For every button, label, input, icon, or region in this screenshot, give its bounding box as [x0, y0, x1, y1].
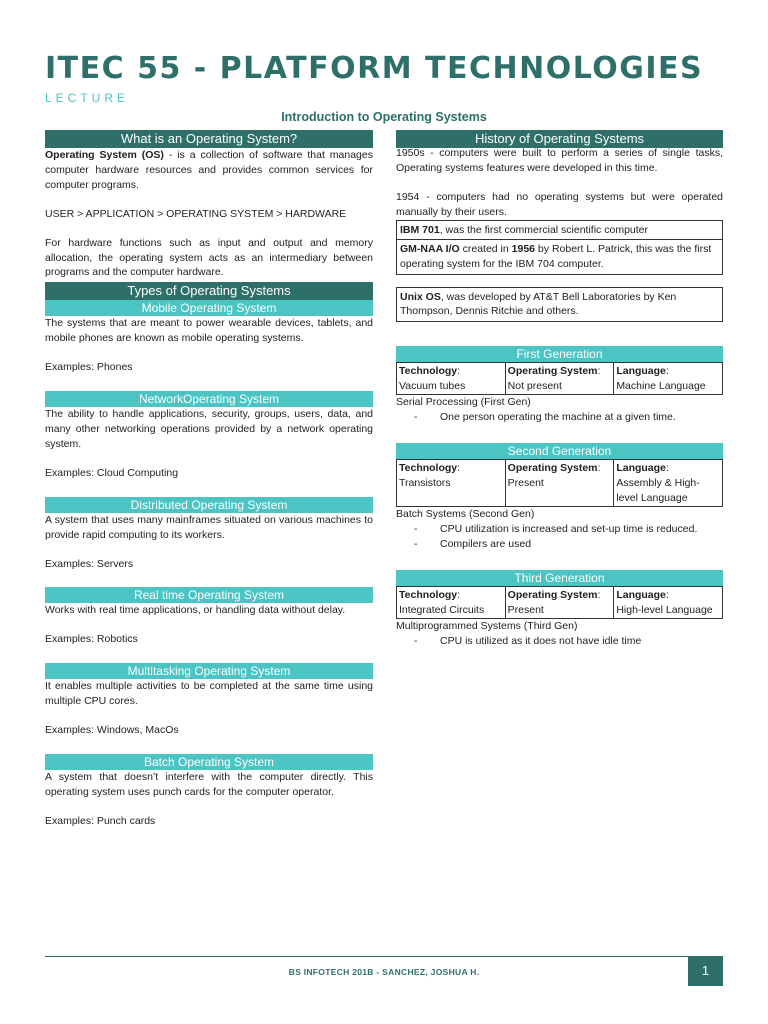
- label-colon: :: [597, 589, 601, 602]
- generation-heading: First Generation: [396, 346, 723, 362]
- os-type-heading: Batch Operating System: [45, 754, 373, 770]
- section-heading-types: Types of Operating Systems: [45, 282, 373, 300]
- generation-note: Batch Systems (Second Gen): [396, 508, 535, 521]
- label-colon: :: [457, 365, 461, 378]
- os-type-example: Examples: Punch cards: [45, 814, 156, 827]
- technology-value: Transistors: [399, 476, 451, 489]
- generation-note: Serial Processing (First Gen): [396, 396, 531, 409]
- footer-divider: [45, 956, 723, 957]
- generation-note: Multiprogrammed Systems (Third Gen): [396, 620, 578, 633]
- page-number: 1: [688, 956, 723, 986]
- os-type-block: [45, 754, 373, 829]
- document-title: ITEC 55 - PLATFORM TECHNOLOGIES: [45, 51, 704, 86]
- generation-bullet: - CPU is utilized as it does not have idle time: [414, 634, 723, 649]
- os-type-block: [45, 497, 373, 572]
- os-intermediary-paragraph: For hardware functions such as input and output and memory allocation, the operating system acts as an intermediary between programs and the computer hardware.: [45, 236, 373, 279]
- label-colon: :: [457, 462, 461, 475]
- history-unix-box: [396, 287, 723, 322]
- os-cell: [505, 363, 614, 395]
- generation-table: [396, 586, 723, 619]
- os-type-block: [45, 587, 373, 647]
- unix-term: Unix OS: [400, 290, 441, 303]
- generation-bullet: - One person operating the machine at a given time.: [414, 410, 723, 425]
- technology-label: Technology: [399, 365, 458, 378]
- label-colon: :: [597, 462, 601, 475]
- os-value: Present: [507, 476, 544, 489]
- document-heading: Introduction to Operating Systems: [281, 110, 487, 124]
- generation-bullets: [414, 410, 723, 425]
- os-type-example: Examples: Robotics: [45, 633, 138, 646]
- gmnaa-mid2: by Robert L. Patrick, this was the first operating system for the IBM 704 computer.: [400, 243, 712, 270]
- os-type-block: [45, 300, 373, 375]
- os-type-description: The ability to handle applications, security, groups, users, data, and many other networking operations provided by a network operating system.: [45, 408, 373, 450]
- os-type-heading: Mobile Operating System: [45, 300, 373, 316]
- label-colon: :: [665, 462, 669, 475]
- label-colon: :: [457, 589, 461, 602]
- os-type-description: It enables multiple activities to be completed at the same time using multiple CPU cores.: [45, 680, 373, 708]
- technology-label: Technology: [399, 589, 458, 602]
- document-subtitle: LECTURE: [45, 91, 130, 105]
- generation-bullets: [414, 634, 723, 649]
- generation-bullets: [414, 522, 723, 552]
- language-cell: [614, 363, 723, 395]
- language-value: High-level Language: [616, 603, 713, 616]
- os-type-description: A system that doesn’t interfere with the computer directly. This operating system uses punch cards for the computer operator.: [45, 770, 373, 798]
- technology-value: Integrated Circuits: [399, 603, 485, 616]
- os-label: Operating System: [507, 462, 598, 475]
- os-type-description: The systems that are meant to power wearable devices, tablets, and mobile phones are known as mobile operating systems.: [45, 317, 373, 345]
- label-colon: :: [665, 589, 669, 602]
- language-label: Language: [616, 589, 666, 602]
- os-definition-text: - is a collection of software that manages computer hardware resources and provides common services for computer programs.: [45, 149, 373, 191]
- ibm701-text: , was the first commercial scientific computer: [439, 223, 648, 236]
- label-colon: :: [597, 365, 601, 378]
- os-hierarchy: USER > APPLICATION > OPERATING SYSTEM > HARDWARE: [45, 207, 347, 220]
- generation-block: [396, 443, 723, 552]
- left-column: [45, 130, 373, 845]
- language-value: Machine Language: [616, 379, 706, 392]
- unix-text: , was developed by AT&T Bell Laboratories by Ken Thompson, Dennis Ritchie and others.: [400, 290, 677, 318]
- generation-block: [396, 570, 723, 649]
- gmnaa-mid1: created in: [459, 243, 512, 256]
- os-value: Not present: [507, 379, 562, 392]
- language-cell: [614, 460, 723, 507]
- os-definition: [45, 148, 373, 193]
- generation-heading: Second Generation: [396, 443, 723, 459]
- os-cell: [505, 587, 614, 619]
- label-colon: :: [665, 365, 669, 378]
- generation-heading: Third Generation: [396, 570, 723, 586]
- history-1954: 1954 - computers had no operating systems but were operated manually by their users.: [396, 190, 723, 218]
- history-ibm701-box: [396, 220, 723, 241]
- os-type-description: Works with real time applications, or handling data without delay.: [45, 604, 346, 617]
- os-type-block: [45, 663, 373, 738]
- generations-list: [396, 346, 723, 649]
- generation-table: [396, 362, 723, 395]
- gmnaa-term: GM-NAA I/O: [400, 243, 460, 256]
- os-type-heading: Distributed Operating System: [45, 497, 373, 513]
- technology-value: Vacuum tubes: [399, 379, 466, 392]
- os-type-example: Examples: Windows, MacOs: [45, 724, 179, 737]
- os-type-heading: Real time Operating System: [45, 587, 373, 603]
- os-type-block: [45, 391, 373, 481]
- os-types-list: [45, 300, 373, 828]
- os-value: Present: [507, 603, 544, 616]
- os-type-example: Examples: Phones: [45, 361, 133, 374]
- history-1950s: 1950s - computers were built to perform a series of single tasks, Operating systems features were developed in this time.: [396, 147, 723, 174]
- language-label: Language: [616, 462, 666, 475]
- generation-bullet: - CPU utilization is increased and set-up time is reduced.: [414, 522, 723, 537]
- technology-label: Technology: [399, 462, 458, 475]
- technology-cell: [397, 363, 506, 395]
- os-label: Operating System: [507, 365, 598, 378]
- os-definition-term: Operating System (OS): [45, 149, 164, 161]
- technology-cell: [397, 587, 506, 619]
- language-cell: [614, 587, 723, 619]
- language-value: Assembly & High-level Language: [616, 476, 700, 504]
- generation-block: [396, 346, 723, 425]
- os-type-example: Examples: Cloud Computing: [45, 466, 179, 479]
- generation-table: [396, 459, 723, 507]
- generation-bullet: - Compilers are used: [414, 537, 723, 552]
- ibm701-term: IBM 701: [400, 223, 440, 236]
- os-type-heading: NetworkOperating System: [45, 391, 373, 407]
- history-gmnaa-box: [396, 240, 723, 274]
- technology-cell: [397, 460, 506, 507]
- os-type-heading: Multitasking Operating System: [45, 663, 373, 679]
- os-type-example: Examples: Servers: [45, 557, 134, 570]
- gmnaa-year: 1956: [511, 243, 536, 256]
- right-column: [396, 130, 723, 649]
- os-cell: [505, 460, 614, 507]
- section-heading-what-is-os: What is an Operating System?: [45, 130, 373, 148]
- os-label: Operating System: [507, 589, 598, 602]
- language-label: Language: [616, 365, 666, 378]
- os-type-description: A system that uses many mainframes situated on various machines to provide rapid computing to its workers.: [45, 513, 373, 541]
- footer-author: BS INFOTECH 201B - SANCHEZ, JOSHUA H.: [288, 967, 480, 977]
- section-heading-history: History of Operating Systems: [396, 130, 723, 148]
